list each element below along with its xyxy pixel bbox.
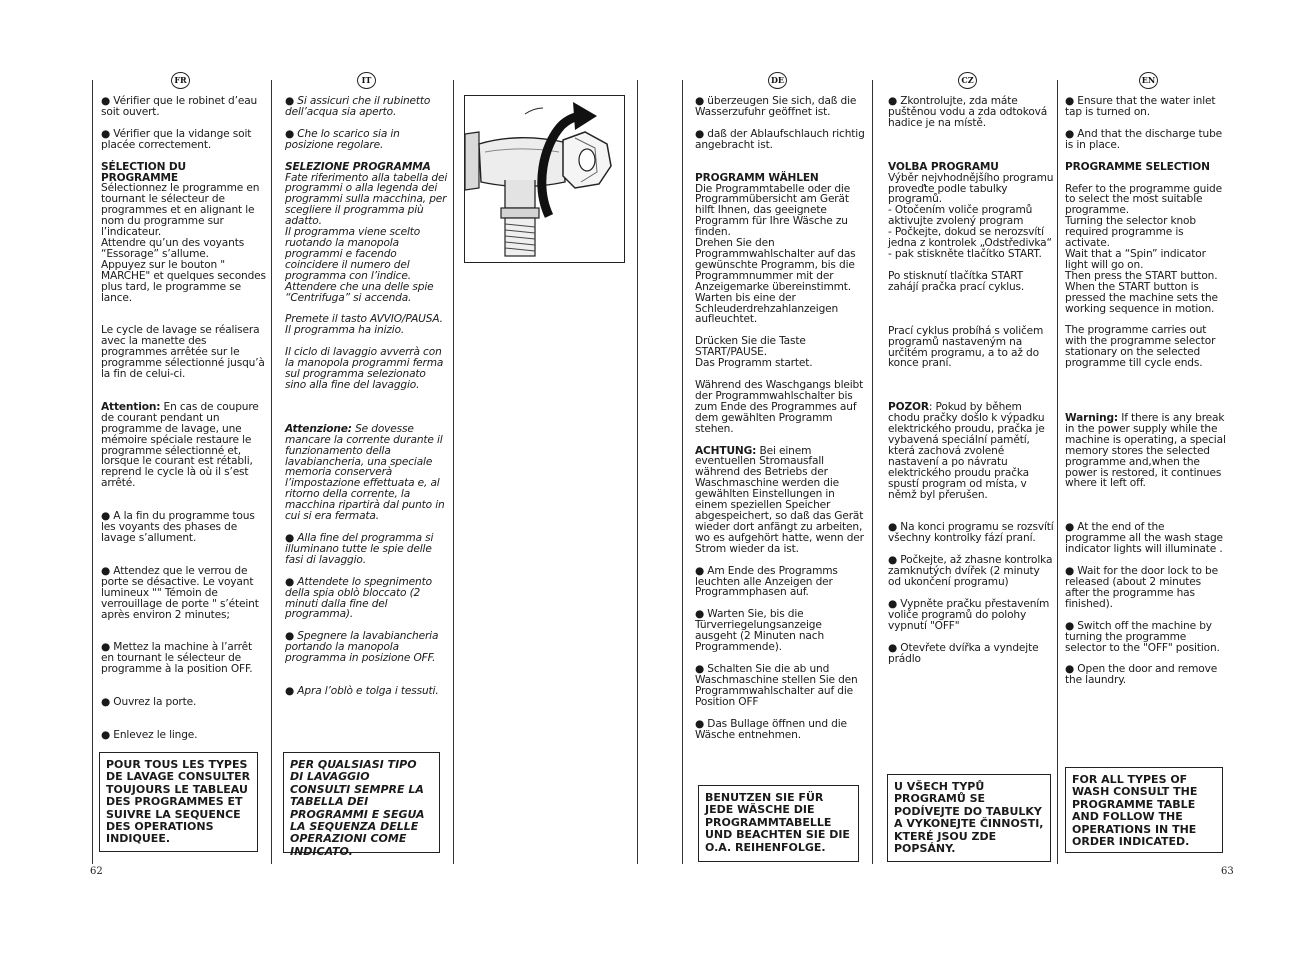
column-en: [1065, 96, 1227, 686]
column-it: [285, 96, 450, 697]
en-bullet-door-lock: ● Wait for the door lock to be released (about 2 minutes after the programme has finished).: [1065, 565, 1218, 610]
right-page: [654, 0, 1308, 954]
en-bullet-open-door: ● Open the door and remove the laundry.: [1065, 663, 1218, 687]
it-note-box: PER QUALSIASI TIPO DI LAVAGGIO CONSULTI SEMPRE LA TABELLA DEI PROGRAMMI E SEGUA LA SEQUENZA DELLE OPERAZIONI COME INDICATO.: [283, 752, 440, 853]
de-cycle-text: Während des Waschgangs bleibt der Programmwahlschalter bis zum Ende des Programmes auf dem gewählten Programm stehen.: [695, 379, 864, 435]
water-tap-icon: [465, 96, 624, 262]
fr-cycle-text: Le cycle de lavage se réalisera avec la manette des programmes arrêtée sur le programme sélectionné jusqu’à la fin de celui-ci.: [101, 324, 265, 381]
divider: [453, 80, 454, 864]
en-selection-text: Refer to the programme guide to select the most suitable programme. Turning the selector knob required programme is activate. Wait that a “Spin” indicator light will go on. Then press the START button. When the START button is pressed the machine sets the working sequence in motion.: [1065, 182, 1222, 315]
en-bullet-drain: ● And that the discharge tube is in place.: [1065, 127, 1223, 151]
it-bullet-door-lock: ● Attendete lo spegnimento della spia oblò bloccato (2 minuti dalla fine del programma).: [285, 575, 432, 621]
divider: [637, 80, 638, 864]
it-attention: [285, 424, 450, 522]
divider: [1057, 80, 1058, 864]
cz-attention-label: POZOR: [888, 401, 929, 414]
en-bullet-tap: ● Ensure that the water inlet tap is turned on.: [1065, 95, 1216, 118]
de-bullet-tap: ● überzeugen Sie sich, daß die Wasserzufuhr geöffnet ist.: [695, 95, 857, 118]
it-bullet-drain: ● Che lo scarico sia in posizione regolare.: [285, 127, 400, 151]
de-press-start: Drücken Sie die Taste START/PAUSE. Das Programm startet.: [695, 335, 813, 370]
it-selection-text: Fate riferimento alla tabella dei programmi o alla legenda dei programmi sulla macchina, per scegliere il programma più adatto. Il programma viene scelto ruotando la manopola programmi e facendo coincidere il numero del programma con l’indice. Attendere che una delle spie “Centrifuga” si accenda.: [285, 171, 448, 304]
de-selection-text: Die Programmtabelle oder die Programmübersicht am Gerät hilft Ihnen, das geeignete Programm für Ihre Wäsche zu finden. Drehen Sie den Programmwahlschalter auf das gewünschte Programm, bis die Programmnummer mit der Anzeigemarke übereinstimmt. Warten bis eine der Schleuderdrehzahlanzeigen aufleuchtet.: [695, 182, 856, 326]
tap-illustration: [464, 95, 625, 263]
en-bullet-off: ● Switch off the machine by turning the programme selector to the "OFF" position.: [1065, 619, 1220, 654]
de-attention: [695, 446, 865, 555]
cz-selection-title: VOLBA PROGRAMU: [888, 160, 999, 173]
cz-attention-text: : Pokud by během chodu pračky došlo k výpadku elektrického proudu, pračka je vybavená speciální pamětí, která zachová zvolené nastavení a po návratu elektrického proudu pračka spustí program od místa, v němž byl přerušen.: [888, 401, 1045, 501]
cz-bullet-off: ● Vypněte pračku přestavením voliče programů do polohy vypnutí "OFF": [888, 598, 1050, 632]
en-warning: [1065, 413, 1227, 489]
de-note-box: BENUTZEN SIE FÜR JEDE WÄSCHE DIE PROGRAMMTABELLE UND BEACHTEN SIE DIE O.A. REIHENFOLGE.: [698, 785, 859, 862]
en-selection-title: PROGRAMME SELECTION: [1065, 160, 1210, 173]
badge-fr: FR: [171, 72, 190, 89]
column-de: [695, 96, 865, 740]
it-bullet-tap: ● Si assicuri che il rubinetto dell’acqua sia aperto.: [285, 95, 431, 118]
badge-en: EN: [1139, 72, 1158, 89]
fr-selection-title: SÉLECTION DU PROGRAMME: [101, 160, 186, 184]
fr-attention-label: Attention:: [101, 400, 161, 413]
de-bullet-door-lock: ● Warten Sie, bis die Türverriegelungsanzeige ausgeht (2 Minuten nach Programmende).: [695, 608, 825, 654]
fr-selection-text: Sélectionnez le programme en tournant le sélecteur de programmes et en alignant le nom du programme sur l’indicateur. Attendre qu’un des voyants “Essorage” s’allume. Appuyez sur le bouton " MARCHE" et quelques secondes plus tard, le programme se lance.: [101, 182, 266, 304]
en-bullet-end: ● At the end of the programme all the wash stage indicator lights will illuminate .: [1065, 521, 1223, 556]
de-bullet-end: ● Am Ende des Programms leuchten alle Anzeigen der Programmphasen auf.: [695, 564, 838, 599]
it-bullet-end: ● Alla fine del programma si illuminano tutte le spie delle fasi di lavaggio.: [285, 532, 434, 566]
en-note-box: FOR ALL TYPES OF WASH CONSULT THE PROGRAMME TABLE AND FOLLOW THE OPERATIONS IN THE ORDER INDICATED.: [1065, 767, 1223, 853]
de-attention-text: Bei einem eventuellen Stromausfall während des Betriebs der Waschmaschine werden die gewählten Einstellungen in einem speziellen Speicher abgespeichert, so daß das Gerät wieder dort anfängt zu arbeiten, wo es aufgehört hatte, wenn der Strom wieder da ist.: [695, 444, 864, 555]
de-bullet-drain: ● daß der Ablaufschlauch richtig angebracht ist.: [695, 127, 865, 151]
fr-bullet-tap: ● Vérifier que le robinet d’eau soit ouvert.: [101, 95, 258, 118]
it-attention-label: Attenzione:: [285, 422, 352, 435]
cz-press-start: Po stisknutí tlačítka START zahájí pračka prací cyklus.: [888, 269, 1025, 293]
it-bullet-off: ● Spegnere la lavabiancheria portando la manopola programma in posizione OFF.: [285, 630, 439, 665]
fr-attention: [101, 402, 266, 489]
it-bullet-open-door: ● Apra l’oblò e tolga i tessuti.: [285, 685, 439, 698]
column-cz: [888, 96, 1054, 665]
cz-attention: [888, 402, 1054, 500]
cz-bullet-end: ● Na konci programu se rozsvítí všechny kontrolky fází praní.: [888, 521, 1054, 545]
en-warning-label: Warning:: [1065, 412, 1119, 425]
en-warning-text: If there is any break in the power supply while the machine is operating, a special memory stores the selected programme and,when the power is restored, it continues where it left off.: [1065, 412, 1226, 490]
it-press-start: Premete il tasto AVVIO/PAUSA. Il programma ha inizio.: [285, 313, 443, 337]
de-bullet-off: ● Schalten Sie die ab und Waschmaschine stellen Sie den Programmwahlschalter auf die Position OFF: [695, 662, 858, 708]
badge-it: IT: [357, 72, 376, 89]
cz-bullet-open-door: ● Otevřete dvířka a vyndejte prádlo: [888, 641, 1039, 665]
badge-cz: CZ: [958, 72, 977, 89]
cz-bullet-door-lock: ● Počkejte, až zhasne kontrolka zamknutých dvířek (2 minuty od ukončení programu): [888, 554, 1053, 589]
it-selection-title: SELEZIONE PROGRAMMA: [285, 160, 431, 173]
en-cycle-text: The programme carries out with the programme selector stationary on the selected programme till cycle ends.: [1065, 324, 1216, 370]
divider: [271, 80, 272, 864]
page-number-left: 62: [90, 866, 103, 877]
cz-cycle-text: Prací cyklus probíhá s voličem programů nastaveným na určitém programu, a to až do konce praní.: [888, 324, 1044, 370]
fr-bullet-drain: ● Vérifier que la vidange soit placée correctement.: [101, 127, 252, 151]
fr-note-box: POUR TOUS LES TYPES DE LAVAGE CONSULTER TOUJOURS LE TABLEAU DES PROGRAMMES ET SUIVRE LA SEQUENCE DES OPERATIONS INDIQUEE.: [99, 752, 258, 852]
cz-selection-text: Výběr nejvhodnějšího programu proveďte podle tabulky programů. - Otočením voliče programů aktivujte zvolený program - Počkejte, dokud se nerozsvítí jedna z kontrolek „Odstředivka“ - pak stiskněte tlačítko START.: [888, 171, 1054, 260]
divider: [872, 80, 873, 864]
fr-attention-text: En cas de coupure de courant pendant un programme de lavage, une mémoire spéciale restaure le programme sélectionné et, lorsque le courant est rétabli, reprend le cycle là où il s’est arrêté.: [101, 400, 259, 490]
fr-bullet-open-door: ● Ouvrez la porte.: [101, 696, 197, 709]
divider: [92, 80, 93, 864]
column-fr: [101, 96, 266, 741]
de-selection-title: PROGRAMM WÄHLEN: [695, 171, 819, 184]
it-cycle-text: Il ciclo di lavaggio avverrà con la manopola programmi ferma sul programma selezionato sino alla fine del lavaggio.: [285, 346, 444, 391]
fr-bullet-door-lock: ● Attendez que le verrou de porte se désactive. Le voyant lumineux "" Témoin de verrouillage de porte " s’éteint après environ 2 minutes;: [101, 564, 259, 621]
de-bullet-open-door: ● Das Bullage öffnen und die Wäsche entnehmen.: [695, 717, 847, 741]
page-number-right: 63: [1221, 866, 1234, 877]
fr-bullet-off: ● Mettez la machine à l’arrêt en tournant le sélecteur de programme à la position OFF.: [101, 641, 253, 676]
it-attention-text: Se dovesse mancare la corrente durante il funzionamento della lavabiancheria, una speciale memoria conserverà l’impostazione effettuata e, al ritorno della corrente, la macchina ripartirà dal punto in cui si era fermata.: [285, 422, 445, 523]
divider: [682, 80, 683, 864]
badge-de: DE: [768, 72, 787, 89]
cz-note-box: U VŠECH TYPŮ PROGRAMŮ SE PODÍVEJTE DO TABULKY A VYKONEJTE ČINNOSTI, KTERÉ JSOU ZDE POPSÁNY.: [887, 774, 1051, 862]
fr-bullet-remove: ● Enlevez le linge.: [101, 729, 198, 742]
de-attention-label: ACHTUNG:: [695, 444, 757, 457]
cz-bullet-tap: ● Zkontrolujte, zda máte puštěnou vodu a zda odtoková hadice je na místě.: [888, 95, 1048, 129]
fr-bullet-end: ● A la fin du programme tous les voyants des phases de lavage s’allument.: [101, 510, 255, 544]
